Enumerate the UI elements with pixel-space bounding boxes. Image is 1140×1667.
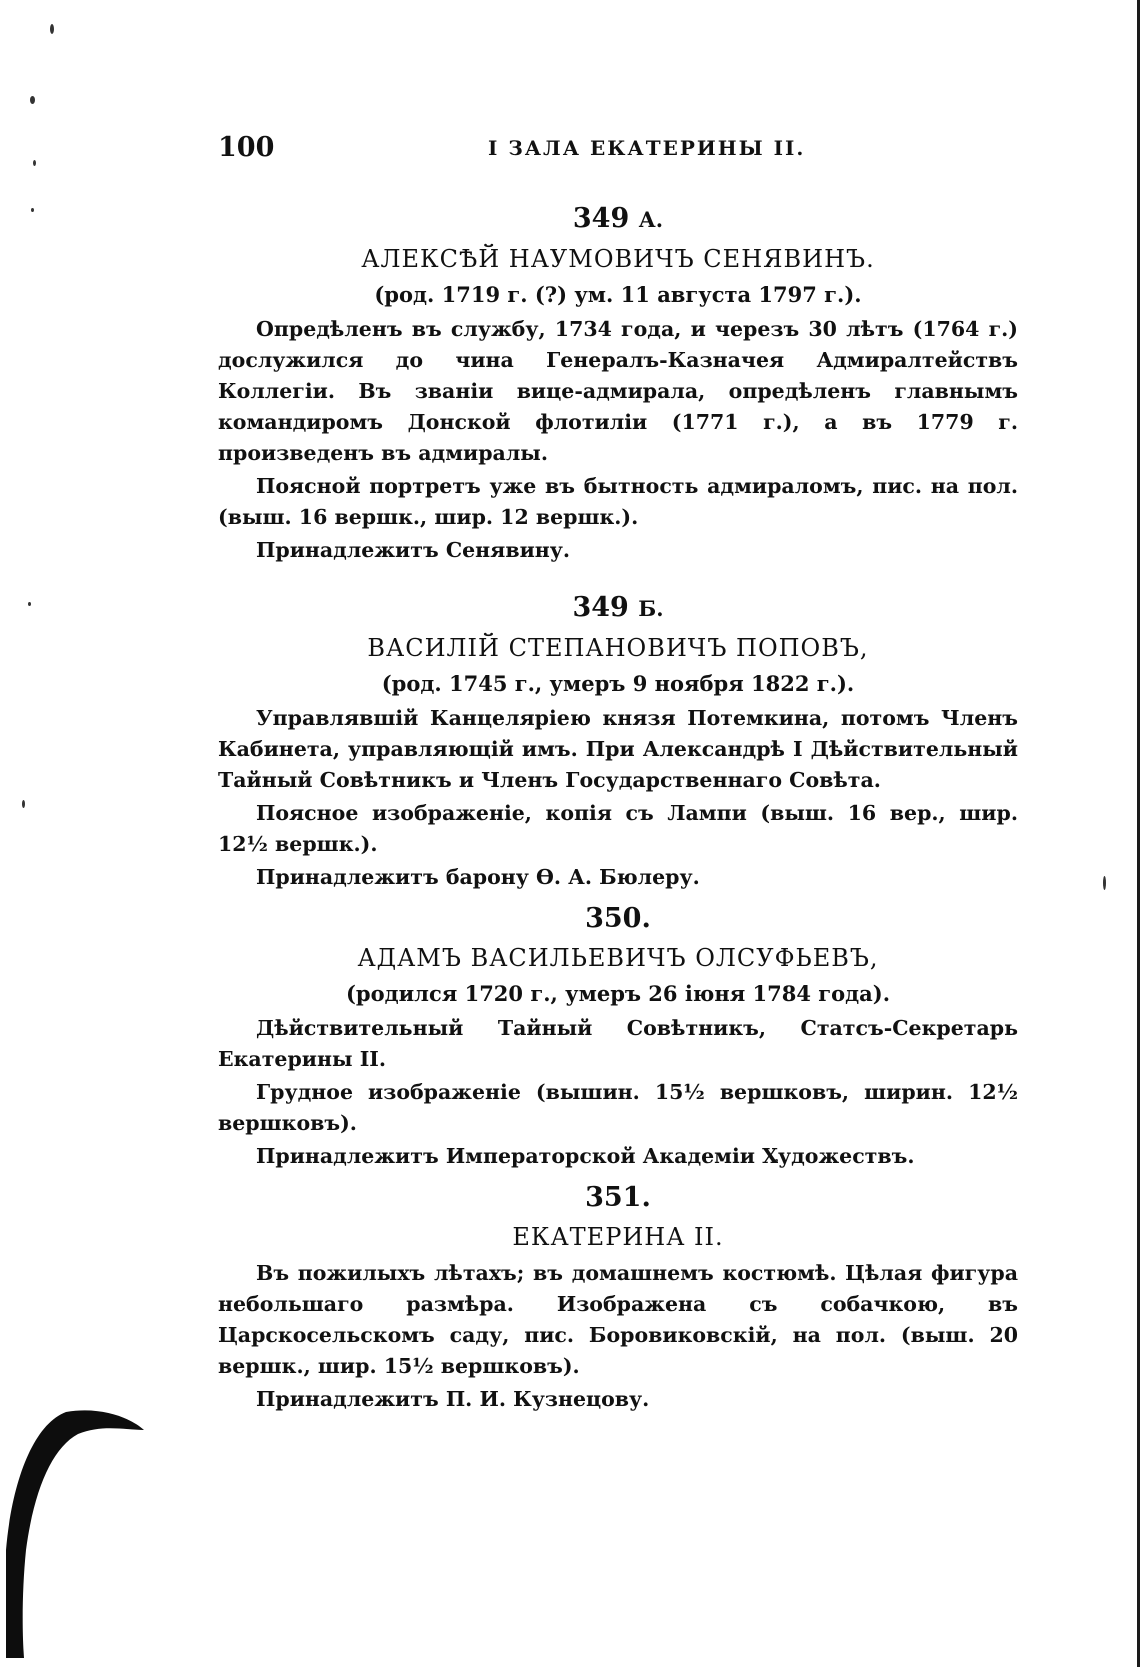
page-crease-shadow	[6, 1400, 146, 1660]
entry-number	[218, 1182, 1018, 1214]
entry-paragraph: Въ пожилыхъ лѣтахъ; въ домашнемъ костюмѣ. Цѣлая фигура небольшаго размѣра. Изображена съ собачкою, въ Царскосельскомъ саду, пис. Боровиковскій, на пол. (выш. 20 вершк., шир. 15½ вершковъ).	[218, 1261, 1018, 1378]
margin-speck	[30, 96, 35, 104]
entry-owner: Принадлежитъ П. И. Кузнецову.	[256, 1387, 650, 1411]
entry-number-value: 351.	[585, 1182, 651, 1213]
entry-dates: (род. 1745 г., умеръ 9 ноября 1822 г.).	[381, 671, 855, 696]
catalog-entry	[218, 1182, 1018, 1415]
entry-number-value: 349	[572, 592, 629, 623]
entry-owner: Принадлежитъ барону Ѳ. А. Бюлеру.	[256, 865, 700, 889]
catalog-entry	[218, 903, 1018, 1172]
entry-number-suffix: Б.	[638, 596, 664, 621]
margin-speck	[22, 800, 25, 808]
entry-number	[218, 903, 1018, 935]
entry-name: ЕКАТЕРИНА II.	[512, 1223, 724, 1251]
catalog-entry	[218, 592, 1018, 893]
entry-number-value: 350.	[585, 903, 651, 934]
entry-number	[218, 203, 1018, 236]
entry-gap	[218, 1174, 1018, 1182]
running-header	[218, 132, 818, 172]
entry-owner: Принадлежитъ Императорской Академіи Художествъ.	[256, 1144, 915, 1168]
catalog-text	[218, 203, 1018, 1417]
entry-gap	[218, 568, 1018, 592]
entry-number-value: 349	[572, 203, 630, 234]
entry-owner: Принадлежитъ Сенявину.	[256, 538, 571, 562]
entry-paragraph: Управлявшій Канцеляріею князя Потемкина, потомъ Членъ Кабинета, управляющій имъ. При Александрѣ I Дѣйствительный Тайный Совѣтникъ и Членъ Государственнаго Совѣта.	[218, 706, 1018, 792]
entry-paragraph: Поясной портретъ уже въ бытность адмираломъ, пис. на пол. (выш. 16 вершк., шир. 12 вершк.).	[218, 474, 1018, 529]
entry-paragraph: Грудное изображеніе (вышин. 15½ вершковъ, ширин. 12½ вершковъ).	[218, 1080, 1018, 1135]
margin-speck	[33, 160, 36, 166]
entry-gap	[218, 895, 1018, 903]
entry-number	[218, 592, 1018, 625]
running-title: I ЗАЛА ЕКАТЕРИНЫ II.	[488, 136, 806, 160]
catalog-entry	[218, 203, 1018, 566]
entry-paragraph: Поясное изображеніе, копія съ Лампи (выш. 16 вер., шир. 12½ вершк.).	[218, 801, 1018, 856]
entry-name: АЛЕКСѢЙ НАУМОВИЧЪ СЕНЯВИНЪ.	[361, 245, 875, 273]
entry-number-suffix: А.	[638, 207, 664, 232]
entry-dates: (родился 1720 г., умеръ 26 іюня 1784 года).	[345, 981, 891, 1006]
entry-paragraph: Дѣйствительный Тайный Совѣтникъ, Статсъ-Секретарь Екатерины II.	[218, 1016, 1018, 1071]
page-number: 100	[218, 132, 275, 163]
margin-speck	[50, 24, 54, 34]
entry-name: АДАМЪ ВАСИЛЬЕВИЧЪ ОЛСУФЬЕВЪ,	[357, 944, 879, 972]
entry-paragraph: Опредѣленъ въ службу, 1734 года, и черезъ 30 лѣтъ (1764 г.) дослужился до чина Генералъ-Казначея Адмиралтействъ Коллегіи. Въ званіи вице-адмирала, опредѣленъ главнымъ командиромъ Донской флотиліи (1771 г.), а въ 1779 г. произведенъ въ адмиралы.	[218, 317, 1018, 465]
margin-speck	[1103, 876, 1106, 890]
margin-speck	[31, 208, 34, 212]
margin-speck	[28, 602, 31, 606]
entry-name: ВАСИЛІЙ СТЕПАНОВИЧЪ ПОПОВЪ,	[367, 634, 869, 662]
entry-dates: (род. 1719 г. (?) ум. 11 августа 1797 г.).	[374, 282, 862, 307]
